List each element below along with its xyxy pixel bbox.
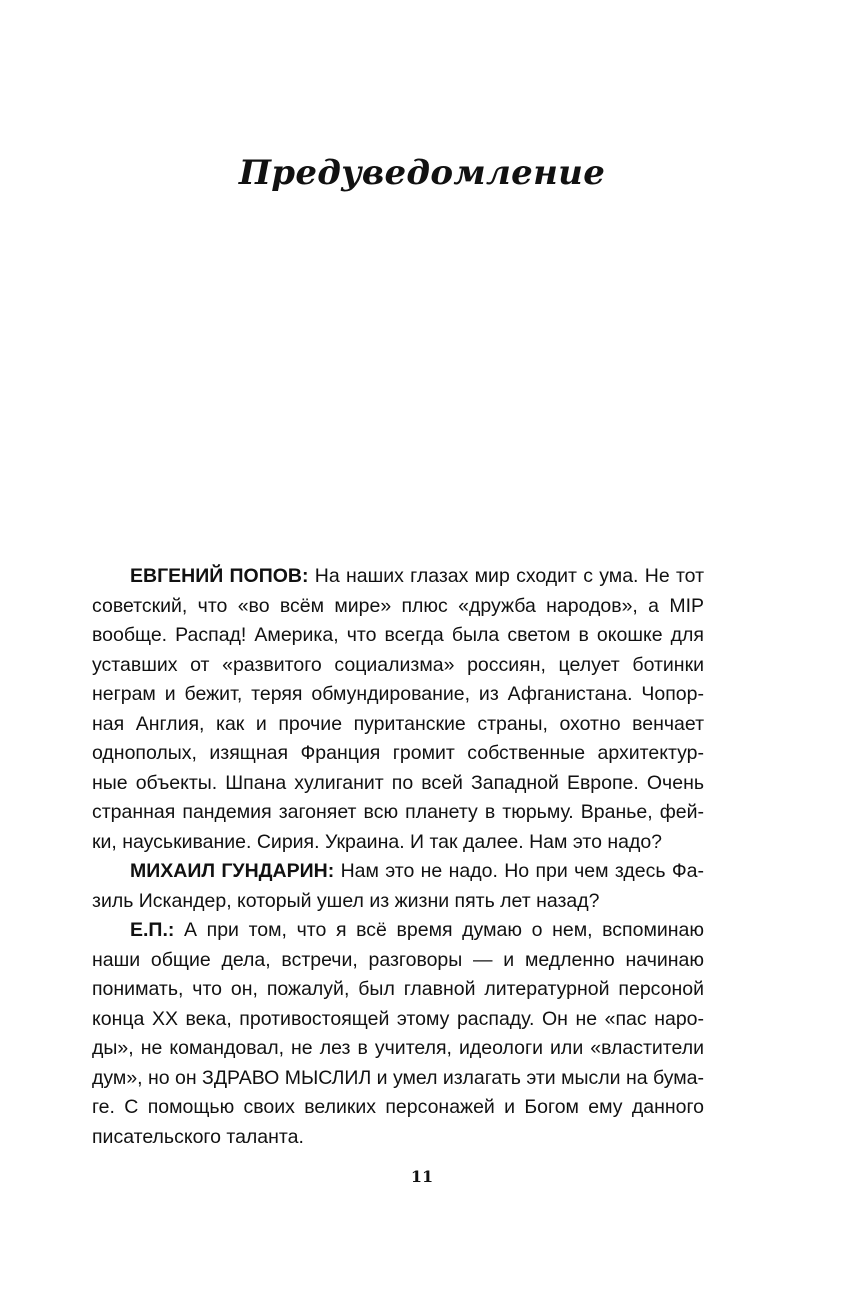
paragraph-ep (92, 916, 704, 1152)
text-line: зиль Искандер, который ушел из жизни пять лет назад? (92, 889, 600, 912)
text-line (92, 562, 704, 592)
line-text: На наших глазах мир сходит с ума. Не тот (314, 565, 705, 587)
text-line: ные объекты. Шпана хулиганит по всей Западной Европе. Очень (92, 771, 704, 794)
chapter-title: Предуведомление (238, 152, 606, 193)
text-line: ды», не командовал, не лез в учителя, идеологи или «властители (92, 1037, 704, 1059)
text-line: дум», но он ЗДРАВО МЫСЛИЛ и умел излагать эти мысли на бума- (92, 1066, 705, 1089)
text-line: ки, науськивание. Сирия. Украина. И так далее. Нам это надо? (92, 830, 663, 853)
text-line: вообще. Распад! Америка, что всегда была светом в окошке для (92, 624, 704, 646)
text-line: наши общие дела, встречи, разговоры — и медленно начинаю (92, 948, 704, 971)
paragraph-gundarin (92, 857, 704, 916)
text-line (92, 916, 704, 946)
text-line: писательского таланта. (92, 1125, 304, 1148)
text-line: советский, что «во всём мире» плюс «дружба народов», а МIР (92, 594, 704, 617)
text-line (92, 857, 704, 887)
text-line: уставших от «развитого социализма» россиян, целует ботинки (92, 653, 704, 676)
text-line: ная Англия, как и прочие пуританские страны, охотно венчает (92, 712, 704, 735)
line-text: А при том, что я всё время думаю о нем, вспоминаю (184, 919, 704, 941)
text-line: конца XX века, противостоящей этому распаду. Он не «пас наро- (92, 1007, 704, 1030)
text-line: странная пандемия загоняет всю планету в тюрьму. Вранье, фей- (92, 801, 704, 823)
page-number: 11 (410, 1167, 434, 1186)
line-text: Нам это не надо. Но при чем здесь Фа- (340, 860, 704, 882)
chapter-text (92, 562, 704, 1152)
text-line: понимать, что он, пожалуй, был главной литературной персоной (92, 978, 704, 1000)
speaker-name: МИХАИЛ ГУНДАРИН: (130, 860, 335, 882)
text-line: однополых, изящная Франция громит собственные архитектур- (92, 742, 704, 764)
text-line: неграм и бежит, теряя обмундирование, из Афганистана. Чопор- (92, 683, 704, 705)
text-line: ге. С помощью своих великих персонажей и Богом ему данного (92, 1096, 704, 1118)
paragraph-popov (92, 562, 704, 857)
speaker-name: Е.П.: (130, 919, 175, 941)
speaker-name: ЕВГЕНИЙ ПОПОВ: (130, 565, 309, 587)
